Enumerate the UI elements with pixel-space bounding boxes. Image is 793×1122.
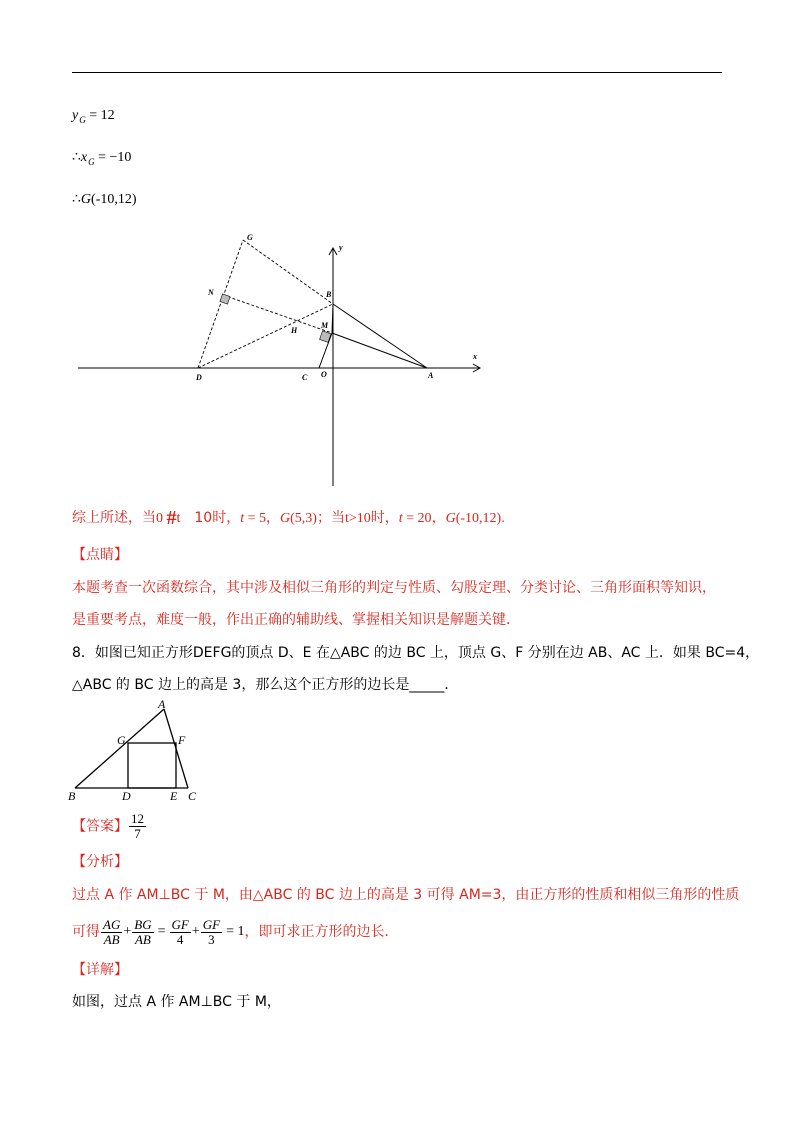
label-B: B bbox=[68, 789, 76, 803]
xiangjie-header: 【详解】 bbox=[72, 962, 128, 978]
fraction-bg-ab: $\frac{BG}{AB}$ bbox=[134, 916, 152, 947]
label-G: G bbox=[247, 233, 253, 242]
dianjing-text-line2: 是重要考点，难度一般，作出正确的辅助线、掌握相关知识是解题关键． bbox=[72, 612, 520, 628]
fenxi-text-line2: 可得 $\frac{AG}{AB}$ + $\frac{BG}{AB}$ = $\frac{GF}{4}$ + $\frac{GF}{3}$ = 1 ，即可求正方形的边长． bbox=[72, 916, 399, 947]
dianjing-text-line1: 本题考查一次函数综合，其中涉及相似三角形的判定与性质、勾股定理、分类讨论、三角形面积等知识， bbox=[72, 580, 716, 596]
segment-BA bbox=[333, 304, 427, 368]
right-angle-N bbox=[220, 294, 230, 304]
label-E: E bbox=[170, 789, 178, 803]
answer-header: 【答案】 bbox=[72, 818, 128, 835]
coordinate-figure bbox=[70, 228, 490, 490]
triangle-square-figure bbox=[66, 698, 206, 806]
label-B: B bbox=[326, 290, 332, 299]
summary-line: 综上所述，当0 #t 10时，t = 5，G(5,3)；当t>10时，t = 20，G(-10,12). bbox=[72, 507, 505, 529]
question-8-line1: 8．如图已知正方形DEFG的顶点 D、E 在△ABC 的边 BC 上，顶点 G、F 分别在边 AB、AC 上．如果 BC=4， bbox=[72, 645, 760, 661]
label-y: y bbox=[339, 243, 343, 252]
label-G: G bbox=[117, 733, 126, 747]
label-D: D bbox=[122, 789, 131, 803]
label-C: C bbox=[302, 373, 308, 382]
segment-NM bbox=[223, 295, 332, 333]
fraction-gf-3: $\frac{GF}{3}$ bbox=[202, 916, 221, 947]
header-rule bbox=[72, 72, 722, 73]
label-M: M bbox=[321, 321, 329, 330]
fenxi-header: 【分析】 bbox=[72, 854, 128, 870]
square-DEFG bbox=[128, 743, 176, 788]
label-x: x bbox=[473, 352, 477, 361]
xiangjie-text: 如图，过点 A 作 AM⊥BC 于 M， bbox=[72, 994, 281, 1010]
label-D: D bbox=[196, 373, 202, 382]
label-A: A bbox=[158, 698, 166, 711]
segment-DB bbox=[198, 304, 333, 368]
fraction-gf-4: $\frac{GF}{4}$ bbox=[171, 916, 189, 947]
equation-xg: $\therefore x_G = -10$ bbox=[72, 150, 132, 167]
label-A: A bbox=[428, 371, 434, 380]
label-N: N bbox=[208, 288, 214, 297]
label-O: O bbox=[321, 370, 327, 379]
label-F: F bbox=[178, 733, 186, 747]
answer-line bbox=[72, 812, 147, 846]
segment-MA bbox=[332, 333, 427, 368]
label-C: C bbox=[188, 789, 197, 803]
equation-g-point: ∴G(-10,12) bbox=[72, 192, 137, 207]
question-8-line2: △ABC 的 BC 边上的高是 3，那么这个正方形的边长是_____． bbox=[72, 677, 459, 693]
fraction-ag-ab: $\frac{AG}{AB}$ bbox=[103, 916, 121, 947]
segment-GB bbox=[243, 240, 333, 304]
fenxi-text-line1: 过点 A 作 AM⊥BC 于 M，由△ABC 的 BC 边上的高是 3 可得 AM=3，由正方形的性质和相似三角形的性质 bbox=[72, 887, 740, 903]
segment-DG bbox=[198, 240, 243, 368]
side-BA bbox=[75, 709, 164, 788]
equation-yg: $y_G = 12$ bbox=[72, 108, 115, 125]
answer-fraction: $\frac{12}{7}$ bbox=[131, 811, 144, 841]
label-H: H bbox=[291, 326, 298, 335]
dianjing-header: 【点睛】 bbox=[72, 547, 128, 563]
